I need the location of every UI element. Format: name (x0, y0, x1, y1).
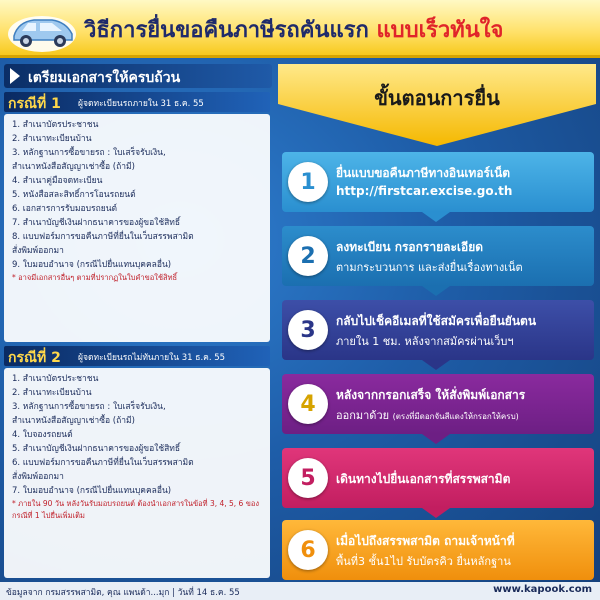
step-line2 (336, 258, 523, 276)
document-item: 6. แบบฟอร์มการขอคืนภาษีที่ยื่นในเว็บสรรพสามิต (12, 458, 194, 468)
document-item: 7. ใบมอบอำนาจ (กรณีไปยื่นแทนบุคคลอื่น) (12, 486, 172, 496)
step-line2-text: http://firstcar.excise.go.th (336, 184, 513, 198)
site-url: www.kapook.com (493, 584, 592, 595)
document-item: 2. สำเนาทะเบียนบ้าน (12, 388, 92, 398)
step-number: 3 (288, 310, 328, 350)
step-line2-text: พื้นที่3 ชั้น1ไป รับบัตรคิว ยื่นหลักฐาน (336, 555, 511, 568)
step-number: 2 (288, 236, 328, 276)
step-arrow (422, 360, 450, 370)
document-item: 3. หลักฐานการซื้อขายรถ : ใบเสร็จรับเงิน, (12, 402, 166, 412)
title-highlight: แบบเร็วทันใจ (376, 18, 504, 43)
title-main: วิธีการยื่นขอคืนภาษีรถคันแรก (84, 18, 369, 43)
step-line1: กลับไปเช็คอีเมลที่ใช้สมัครเพื่อยืนยันตน (336, 314, 537, 328)
page-title (84, 12, 503, 47)
prepare-docs-banner (4, 64, 272, 88)
document-item: 7. สำเนาบัญชีเงินฝากธนาคารของผู้ขอใช้สิทธิ์ (12, 218, 181, 228)
footer (0, 582, 600, 600)
step-number: 5 (288, 458, 328, 498)
step-number: 6 (288, 530, 328, 570)
step-line1: เดินทางไปยื่นเอกสารที่สรรพสามิต (336, 472, 511, 486)
step-line1: เมื่อไปถึงสรรพสามิต ถามเจ้าหน้าที่ (336, 534, 515, 548)
header-banner (0, 0, 600, 58)
arrow-right-icon (10, 68, 20, 84)
step-4 (282, 374, 594, 434)
case1-title: กรณีที่ 1 (8, 96, 61, 112)
document-item: 5. หนังสือสละสิทธิ์การโอนรถยนต์ (12, 190, 136, 200)
document-item: 5. สำเนาบัญชีเงินฝากธนาคารของผู้ขอใช้สิทธิ์ (12, 444, 181, 454)
step-arrow (422, 508, 450, 518)
step-arrow (422, 212, 450, 222)
step-line2 (336, 184, 512, 198)
step-line2-note: (ตรงที่มีดอกจันสีแดงให้กรอกให้ครบ) (392, 412, 519, 421)
step-arrow (422, 434, 450, 444)
step-number: 4 (288, 384, 328, 424)
step-number: 1 (288, 162, 328, 202)
document-item: 1. สำเนาบัตรประชาชน (12, 120, 99, 130)
step-line2-text: ตามกระบวนการ และส่งยื่นเรื่องทางเน็ต (336, 261, 523, 274)
step-line2-text: ภายใน 1 ชม. หลังจากสมัครผ่านเว็บฯ (336, 335, 514, 348)
step-line2 (336, 552, 511, 570)
document-item: 3. หลักฐานการซื้อขายรถ : ใบเสร็จรับเงิน, (12, 148, 166, 158)
step-arrow (422, 286, 450, 296)
document-item: สั่งพิมพ์ออกมา (12, 472, 64, 482)
document-item: 8. แบบฟอร์มการขอคืนภาษีที่ยื่นในเว็บสรรพสามิต (12, 232, 194, 242)
step-3 (282, 300, 594, 360)
source-credit: ข้อมูลจาก กรมสรรพสามิต, คุณ แพนด้า...มุก | วันที่ 14 ธ.ค. 55 (6, 588, 240, 598)
car-icon (6, 4, 78, 54)
document-item: 4. สำเนาคู่มือจดทะเบียน (12, 176, 103, 186)
document-item: 9. ใบมอบอำนาจ (กรณีไปยื่นแทนบุคคลอื่น) (12, 260, 172, 270)
case2-header (4, 346, 270, 366)
document-item: สำเนาหนังสือสัญญาเช่าซื้อ (ถ้ามี) (12, 162, 135, 172)
document-item: 1. สำเนาบัตรประชาชน (12, 374, 99, 384)
step-6 (282, 520, 594, 580)
case1-subtitle: ผู้จดทะเบียนรถภายใน 31 ธ.ค. 55 (78, 99, 204, 109)
case2-subtitle: ผู้จดทะเบียนรถไม่ทันภายใน 31 ธ.ค. 55 (78, 353, 226, 363)
case2-title: กรณีที่ 2 (8, 350, 61, 366)
step-line2 (336, 406, 519, 424)
prepare-docs-label: เตรียมเอกสารให้ครบถ้วน (28, 70, 181, 86)
document-item: สั่งพิมพ์ออกมา (12, 246, 64, 256)
step-line1: ลงทะเบียน กรอกรายละเอียด (336, 240, 484, 254)
step-line2 (336, 332, 514, 350)
step-line1: ยื่นแบบขอคืนภาษีทางอินเทอร์เน็ต (336, 166, 511, 180)
case1-document-list (4, 114, 270, 342)
document-item: 2. สำเนาทะเบียนบ้าน (12, 134, 92, 144)
document-item: 6. เอกสารการรับมอบรถยนต์ (12, 204, 118, 214)
document-item: 4. ใบจองรถยนต์ (12, 430, 73, 440)
step-line2-text: ออกมาด้วย (336, 409, 390, 422)
step-line1: หลังจากกรอกเสร็จ ให้สั่งพิมพ์เอกสาร (336, 388, 526, 402)
steps-title: ขั้นตอนการยื่น (374, 86, 500, 110)
step-5 (282, 448, 594, 508)
document-item: สำเนาหนังสือสัญญาเช่าซื้อ (ถ้ามี) (12, 416, 135, 426)
document-note: * อาจมีเอกสารอื่นๆ ตามที่ปรากฏในใบคำขอใช้สิทธิ์ (12, 273, 178, 282)
step-1 (282, 152, 594, 212)
case1-header (4, 92, 270, 112)
case2-document-list (4, 368, 270, 578)
step-2 (282, 226, 594, 286)
document-note: * ภายใน 90 วัน หลังวันรับมอบรถยนต์ ต้องนำเอกสารในข้อที่ 3, 4, 5, 6 ของกรณีที่ 1 ไปยื่นเพิ่มเติม (12, 499, 260, 520)
